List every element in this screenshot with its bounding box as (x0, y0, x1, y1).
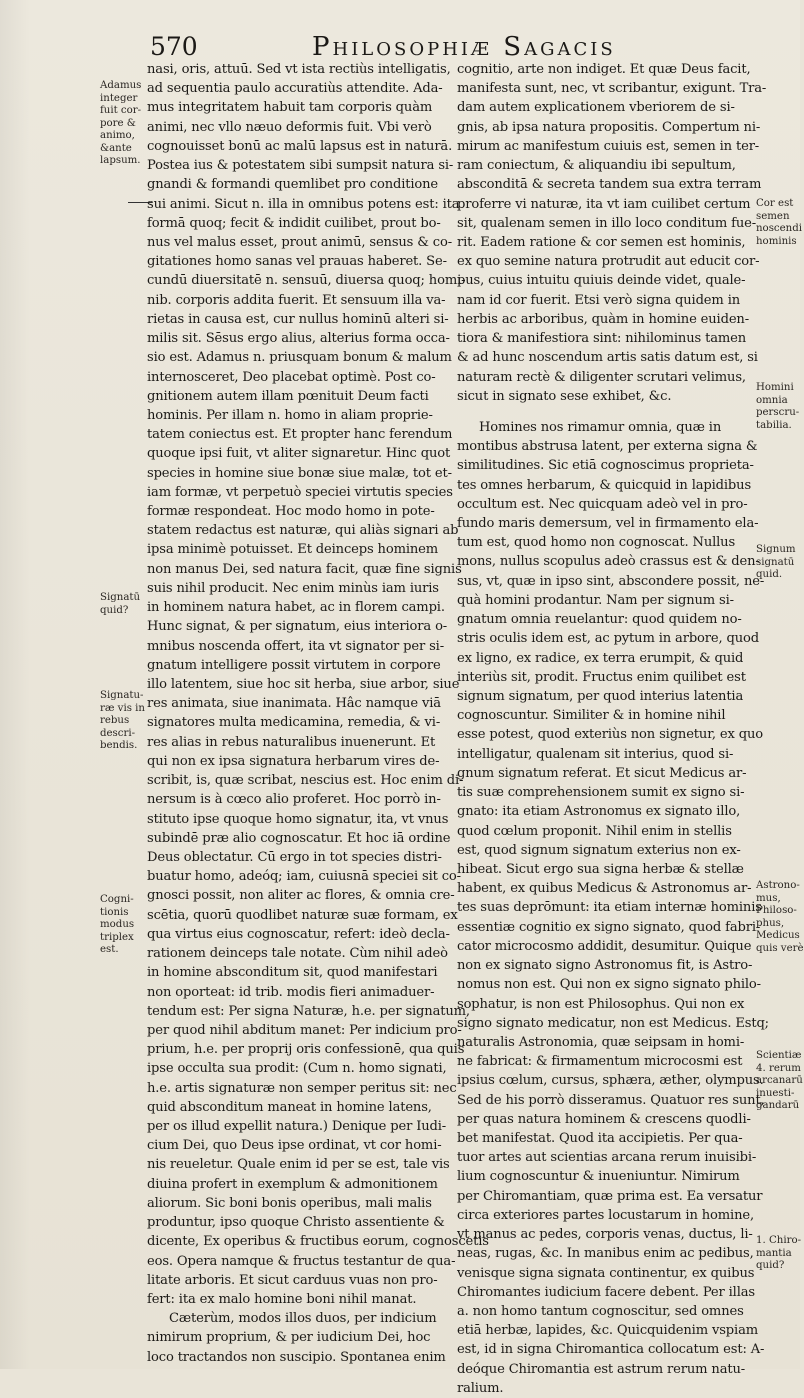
margin-note-line: fuit cor- (100, 105, 142, 116)
text-line: interiùs sit, prodit. Fructus enim quilibet est (457, 669, 746, 685)
text-line: dam autem explicationem vberiorem de si- (457, 100, 735, 116)
text-line: Chiromantes iudicium facere debent. Per illas (457, 1284, 755, 1300)
text-line: gnis, ab ipsa natura propositis. Compertum ni- (457, 119, 761, 135)
text-line: venisque signa signata continentur, ex quibus (457, 1265, 755, 1281)
text-line: fundo maris demersum, vel in firmamento ela- (457, 516, 759, 532)
text-line: ex quo semine natura protrudit aut educit cor- (457, 254, 760, 270)
text-line: sio est. Adamus n. priusquam bonum & malum (147, 350, 452, 366)
margin-note-line: quid? (756, 1260, 785, 1271)
text-line: esse potest, quod exteriùs non signetur, ex quo (457, 727, 763, 743)
text-line: tatem coniectus est. Et propter hanc ferendum (147, 427, 453, 443)
text-line: litate arboris. Et sicut carduus vuas non pro- (147, 1272, 438, 1288)
margin-note-line: ræ vis in (100, 702, 145, 714)
margin-note-line: Adamus (100, 80, 142, 91)
margin-note-line: Philoso- (756, 905, 797, 916)
margin-note (756, 1235, 800, 1273)
text-line: tes suas deprōmunt: ita etiam internæ hominis (457, 900, 762, 916)
text-line: loco tractandos non suscipio. Spontanea enim (147, 1349, 446, 1365)
text-line: absconditā & secreta tandem sua extra terram (457, 177, 762, 193)
right-text-column (457, 60, 769, 1398)
text-line: per quod nihil abditum manet: Per indicium pro- (147, 1022, 462, 1038)
text-line: ralium. (457, 1380, 504, 1396)
text-line: essentiæ cognitio ex signo signato, quod fabri- (457, 919, 761, 935)
text-line: cundū diuersitatē n. sensuū, diuersa quoq; homi- (147, 273, 466, 289)
text-line (457, 406, 759, 418)
text-line: nomus non est. Qui non ex signo signato philo- (457, 977, 761, 993)
text-line: ad sequentia paulo accuratiùs attendite. Ada- (147, 81, 443, 97)
text-line: neas, rugas, &c. In manibus enim ac pedibus, (457, 1246, 754, 1262)
margin-note-line: Cor est (756, 198, 794, 209)
text-line: h.e. artis signaturæ non semper peritus sit: nec (147, 1080, 457, 1096)
margin-note (100, 894, 150, 957)
text-line: gnum signatum referat. Et sicut Medicus ar- (457, 765, 747, 781)
text-line: gnatum intelligere possit virtutem in corpore (147, 657, 441, 673)
text-line: diuina profert in exemplum & admonitionem (147, 1176, 438, 1192)
text-line: animi, nec vllo næuo deformis fuit. Vbi verò (147, 119, 432, 135)
margin-note-line: Homini (756, 382, 794, 393)
margin-note (756, 382, 800, 432)
margin-note-line: Cogni- (100, 894, 134, 905)
margin-note-line: quid. (756, 569, 783, 580)
text-line: mus integritatem habuit tam corporis quàm (147, 100, 433, 116)
margin-note-line: Medicus (756, 930, 800, 941)
margin-note (756, 880, 804, 955)
margin-note-line: Scientiæ (756, 1050, 802, 1061)
margin-note (756, 1050, 803, 1113)
margin-note-line: semen (756, 210, 790, 222)
text-line: per os illud expellit natura.) Denique per Iudi- (147, 1119, 447, 1135)
text-line: Sed de his porrò disseramus. Quatuor res sunt, (457, 1092, 765, 1108)
margin-note-line: mantia (756, 1247, 792, 1259)
margin-note-line: &ante (100, 142, 132, 154)
text-line: similitudines. Sic etiā cognoscimus proprieta- (457, 458, 754, 474)
text-line: signum signatum, per quod interius latentia (457, 689, 744, 704)
text-line: subindē præ alio cognoscatur. Et hoc iā ordine (147, 830, 451, 846)
text-line: in homine absconditum sit, quod manifestari (147, 965, 438, 981)
margin-note-line: 1. Chiro- (756, 1235, 802, 1246)
text-line: qui non ex ipsa signatura herbarum vires de- (147, 753, 440, 769)
left-text-column (147, 60, 489, 1367)
text-line: signo signato medicatur, non est Medicus. Estq; (457, 1015, 769, 1031)
text-line: nam id cor fuerit. Etsi verò signa quidem in (457, 292, 741, 308)
text-line: in hominem natura habet, ac in florem campi. (147, 600, 445, 616)
text-line: nis reueletur. Quale enim id per se est, tale vis (147, 1157, 450, 1173)
text-line: quà homini prodantur. Nam per signum si- (457, 592, 734, 608)
margin-note-line: inuesti- (756, 1087, 795, 1099)
text-line: mons, nullus scopulus adeò crassus est & den- (457, 554, 760, 570)
text-line: gnandi & formandi quemlibet pro conditione (147, 177, 439, 193)
text-line: formā quoq; fecit & indidit cuilibet, prout bo- (147, 215, 441, 231)
margin-note-line: 4. rerum (756, 1062, 801, 1074)
text-line: eos. Opera namque & fructus testantur de qua- (147, 1253, 456, 1269)
page-number: 570 (150, 32, 198, 61)
margin-note-line: lapsum. (100, 155, 141, 166)
text-line: proferre vi naturæ, ita vt iam cuilibet certum (457, 196, 751, 212)
margin-note-line: rebus (100, 715, 130, 726)
text-line: gnatum omnia reuelantur: quod quidem no- (457, 612, 742, 628)
text-line: internosceret, Deo placebat optimè. Post co- (147, 369, 436, 385)
text-line: illo latentem, siue hoc sit herba, siue arbor, siue (147, 677, 460, 692)
text-line: habent, ex quibus Medicus & Astronomus ar- (457, 881, 752, 897)
text-line: tiora & manifestiora sint: nihilominus tamen (457, 331, 747, 347)
text-line: naturalis Astronomia, quæ seipsam in homi- (457, 1034, 745, 1050)
text-line: hibeat. Sicut ergo sua signa herbæ & stellæ (457, 861, 744, 877)
text-line: non ex signato signo Astronomus fit, is Astro- (457, 958, 753, 974)
text-line: sicut in signato sese exhibet, &c. (457, 388, 672, 404)
text-line: iam formæ, vt perpetuò speciei virtutis species (147, 484, 453, 500)
page-header (150, 30, 750, 64)
text-line: Cæterùm, modos illos duos, per indicium (169, 1311, 437, 1327)
text-line: montibus abstrusa latent, per externa signa & (457, 439, 758, 455)
text-line: cognitio, arte non indiget. Et quæ Deus facit, (457, 62, 751, 77)
text-line: res animata, siue inanimata. Hâc namque viā (147, 696, 441, 712)
margin-note-line: Signatū (100, 592, 141, 603)
margin-note-line: tabilia. (756, 419, 792, 431)
text-line: bet manifestat. Quod ita accipietis. Per qua- (457, 1131, 743, 1147)
margin-note-line: omnia (756, 394, 788, 406)
text-line: a. non homo tantum cognoscitur, sed omnes (457, 1304, 744, 1319)
text-line: cium Dei, quo Deus ipse ordinat, vt cor homi- (147, 1138, 442, 1154)
text-line: per quas natura hominem & crescens quodli- (457, 1111, 751, 1127)
text-line: produntur, ipso quoque Christo assentiente & (147, 1215, 445, 1231)
text-line: stituto ipse quoque homo signatur, ita, vt vnus (147, 811, 449, 827)
text-line: gitationes homo sanas vel prauas haberet. Se- (147, 254, 447, 270)
text-line: buatur homo, adeóq; iam, cuiusnā speciei sit co- (147, 869, 461, 885)
margin-note-line: signatū (756, 556, 795, 568)
text-line: prium, h.e. per proprij oris confessionē, qua quis (147, 1042, 465, 1058)
text-line: qua virtus eius cognoscatur, refert: ideò decla- (147, 926, 450, 942)
text-line: cognoscuntur. Similiter & in homine nihil (457, 708, 726, 724)
margin-note (100, 80, 150, 168)
margin-note-line: animo, (100, 130, 135, 141)
text-line: stris oculis idem est, ac pytum in arbore, quod (457, 631, 759, 647)
running-title: Philosophiæ Sagacis (312, 32, 616, 62)
text-line: suis nihil producit. Nec enim minùs iam iuris (147, 580, 439, 596)
margin-note-line: Signum (756, 544, 796, 555)
text-line: nib. corporis addita fuerit. Et sensuum illa va- (147, 292, 446, 308)
margin-note (100, 690, 150, 753)
text-line: quod cœlum proponit. Nihil enim in stellis (457, 823, 732, 839)
text-line: est, quod signum signatum exterius non ex- (457, 842, 741, 858)
text-line: non manus Dei, sed natura facit, quæ fine signis (147, 561, 462, 577)
text-line: nasi, oris, attuū. Sed vt ista rectiùs intelligatis, (147, 62, 451, 77)
text-line: deóque Chiromantia est astrum rerum natu- (457, 1361, 746, 1377)
text-line: cator microcosmo addidit, desumitur. Quique (457, 938, 752, 954)
text-line: quoque ipsi fuit, vt aliter signaretur. Hinc quot (147, 446, 451, 462)
text-line: occultum est. Nec quicquam adeò vel in pro- (457, 496, 748, 512)
margin-note-line: tionis (100, 906, 129, 918)
text-line: tendum est: Per signa Naturæ, h.e. per signatum, (147, 1003, 470, 1019)
margin-note-line: gandarū (756, 1100, 800, 1111)
text-line: ram coniectum, & aliquandiu ibi sepultum, (457, 158, 736, 174)
text-line: res alias in rebus naturalibus inuenerunt. Et (147, 734, 436, 750)
text-line: pus, cuius intuitu quiuis deinde videt, quale- (457, 273, 746, 289)
margin-note-line: modus (100, 919, 135, 930)
text-line: hominis. Per illam n. homo in aliam proprie- (147, 407, 433, 423)
text-line: formæ respondeat. Hoc modo homo in pote- (147, 504, 435, 520)
text-line: mirum ac manifestum cuiuis est, semen in ter- (457, 138, 760, 154)
text-line: quid absconditum maneat in homine latens, (147, 1099, 432, 1115)
text-line: rationem deinceps tale notate. Cùm nihil adeò (147, 946, 448, 962)
text-line: vt manus ac pedes, corporis venas, ductus, li- (457, 1227, 753, 1243)
text-line: species in homine siue bonæ siue malæ, tot et- (147, 465, 452, 481)
text-line: sus, vt, quæ in ipso sint, abscondere possit, ne- (457, 573, 765, 589)
text-line: tis suæ comprehensionem sumit ex signo si- (457, 785, 745, 801)
text-line: milis sit. Sēsus ergo alius, alterius forma occa- (147, 331, 450, 347)
text-line: nus vel malus esset, prout animū, sensus & co- (147, 234, 452, 250)
text-line: ipsa minimè potuisset. Et deinceps hominem (147, 542, 439, 558)
text-line: signatores multa medicamina, remedia, & vi- (147, 715, 441, 731)
margin-note (756, 198, 800, 248)
text-line: ne fabricat: & firmamentum microcosmi est (457, 1054, 743, 1070)
text-line: cognouisset bonū ac malū lapsus est in naturā. (147, 138, 453, 154)
text-line: sophatur, is non est Philosophus. Qui non ex (457, 996, 745, 1012)
text-line: Deus oblectatur. Cū ergo in tot species distri- (147, 849, 442, 865)
margin-note-line: descri- (100, 727, 136, 739)
text-line: Homines nos rimamur omnia, quæ in (479, 419, 722, 435)
text-line: scribit, is, quæ scribat, nescius est. Hoc enim di- (147, 773, 464, 789)
text-line: etiā herbæ, lapides, &c. Quicquidenim vspiam (457, 1323, 759, 1339)
margin-note-line: noscendi (756, 223, 802, 234)
text-line: non oporteat: id trib. modis fieri animaduer- (147, 984, 435, 1000)
text-line: fert: ita ex malo homine boni nihil manat. (147, 1292, 417, 1307)
text-line: tuor artes aut scientias arcana rerum inuisibi- (457, 1150, 757, 1166)
text-line: sui animi. Sicut n. illa in omnibus potens est: ita (147, 196, 460, 212)
margin-note-line: quis verè (756, 942, 804, 954)
text-line: sit, qualenam semen in illo loco conditum fue- (457, 215, 756, 231)
margin-note-line: quid? (100, 604, 129, 616)
text-line: intelligatur, qualenam sit interius, quod si- (457, 746, 734, 762)
text-line: rietas in causa est, cur nullus hominū alteri si- (147, 311, 449, 327)
margin-note (100, 592, 150, 617)
text-line: ex ligno, ex radice, ex terra erumpit, & quid (457, 650, 744, 666)
margin-note-line: arcanarū (756, 1075, 803, 1086)
text-line: tes omnes herbarum, & quicquid in lapidibus (457, 477, 752, 493)
text-line: manifesta sunt, nec, vt scribantur, exigunt. Tra- (457, 81, 767, 97)
text-line: nimirum proprium, & per iudicium Dei, hoc (147, 1330, 431, 1346)
margin-note-line: est. (100, 944, 119, 955)
margin-note-line: hominis (756, 235, 797, 247)
text-line: tum est, quod homo non cognoscat. Nullus (457, 535, 736, 551)
margin-note (756, 544, 800, 582)
text-line: scētia, quorū quodlibet naturæ suæ formam, ex (147, 907, 458, 923)
margin-note-line: mus, (756, 892, 781, 904)
text-line: gnitionem autem illam pœnituit Deum facti (147, 388, 429, 404)
text-line: ipsius cœlum, cursus, sphæra, æther, olympus. (457, 1073, 764, 1089)
text-line: statem redactus est naturæ, qui aliàs signari ab (147, 523, 459, 539)
text-line: & ad hunc noscendum artis satis datum est, si (457, 350, 758, 366)
text-line: naturam rectè & diligenter scrutari velimus, (457, 369, 746, 385)
text-line: nersum is à cœco alio proferet. Hoc porrò in- (147, 792, 441, 808)
text-line: herbis ac arboribus, quàm in homine euiden- (457, 311, 749, 327)
text-line: aliorum. Sic boni bonis operibus, mali malis (147, 1195, 432, 1211)
margin-note-line: Astrono- (756, 880, 800, 891)
text-line: est, id in signa Chiromantica collocatum est: A- (457, 1342, 765, 1358)
text-line: gnosci possit, non aliter ac flores, & omnia cre- (147, 888, 455, 904)
text-line: per Chiromantiam, quæ prima est. Ea versatur (457, 1188, 763, 1204)
text-line: ipse occulta sua prodit: (Cum n. homo signati, (147, 1061, 447, 1077)
text-line: lium cognoscuntur & inueniuntur. Nimirum (457, 1169, 740, 1185)
margin-note-line: triplex (100, 931, 134, 943)
text-line: circa exteriores partes locustarum in homine, (457, 1207, 754, 1223)
margin-note-line: phus, (756, 917, 785, 929)
margin-note-line: perscru- (756, 407, 800, 418)
margin-note-line: Signatu- (100, 690, 144, 701)
margin-note-line: bendis. (100, 740, 138, 751)
text-line: gnato: ita etiam Astronomus ex signato illo, (457, 804, 741, 820)
text-line: Postea ius & potestatem sibi sumpsit natura si- (147, 158, 454, 174)
text-line: rit. Eadem ratione & cor semen est hominis, (457, 234, 746, 250)
text-line: mnibus noscenda offert, ita vt signator per si- (147, 638, 444, 654)
margin-note-line: pore & (100, 117, 136, 129)
margin-note-line: integer (100, 92, 138, 104)
text-line: dicente, Ex operibus & fructibus eorum, cognoscetis (147, 1234, 489, 1250)
text-line: Hunc signat, & per signatum, eius interiora o- (147, 619, 448, 635)
